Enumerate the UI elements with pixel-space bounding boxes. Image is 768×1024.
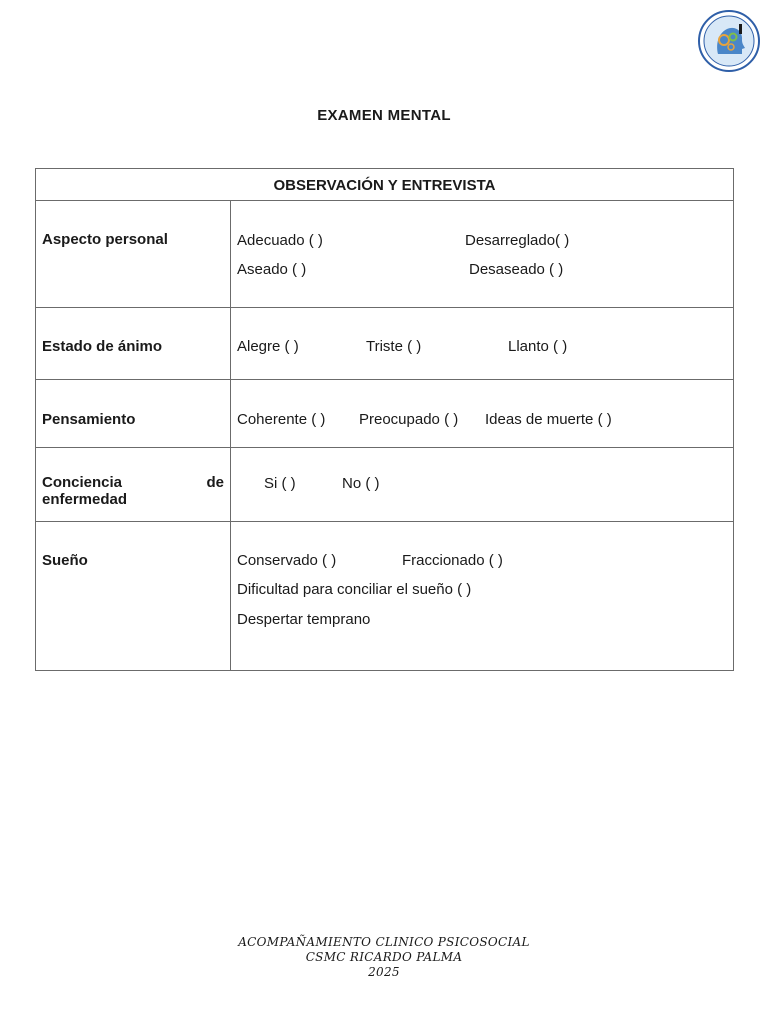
- page-title: EXAMEN MENTAL: [317, 107, 451, 124]
- option-ideas-de-muerte[interactable]: Ideas de muerte ( ): [485, 411, 612, 428]
- table-row: [36, 380, 734, 448]
- option-llanto[interactable]: Llanto ( ): [508, 338, 568, 355]
- row-label-enfermedad: enfermedad: [42, 491, 128, 508]
- mental-exam-table: [35, 168, 734, 671]
- row-label-estado-animo: Estado de ánimo: [42, 338, 163, 355]
- row-label-aspecto-personal: Aspecto personal: [42, 231, 168, 248]
- option-adecuado[interactable]: Adecuado ( ): [237, 232, 323, 249]
- option-desarreglado[interactable]: Desarreglado( ): [465, 232, 570, 249]
- footer-center: CSMC RICARDO PALMA: [305, 950, 463, 964]
- table-row: [36, 201, 734, 308]
- row-label-conciencia-word: Conciencia: [42, 474, 123, 491]
- option-aseado[interactable]: Aseado ( ): [237, 261, 307, 278]
- row-label-de-word: de: [206, 474, 224, 491]
- option-preocupado[interactable]: Preocupado ( ): [359, 411, 459, 428]
- option-si[interactable]: Si ( ): [264, 475, 296, 492]
- table-row: [36, 448, 734, 522]
- option-coherente[interactable]: Coherente ( ): [237, 411, 326, 428]
- row-label-pensamiento: Pensamiento: [42, 411, 136, 428]
- option-fraccionado[interactable]: Fraccionado ( ): [402, 552, 503, 569]
- option-desaseado[interactable]: Desaseado ( ): [469, 261, 564, 278]
- option-triste[interactable]: Triste ( ): [366, 338, 422, 355]
- option-alegre[interactable]: Alegre ( ): [237, 338, 299, 355]
- row-label-sueno: Sueño: [42, 552, 88, 569]
- option-conservado[interactable]: Conservado ( ): [237, 552, 337, 569]
- option-despertar-temprano[interactable]: Despertar temprano: [237, 611, 371, 628]
- row-label-conciencia: [42, 448, 224, 491]
- option-dificultad-conciliar[interactable]: Dificultad para conciliar el sueño ( ): [237, 581, 472, 598]
- footer-year: 2025: [368, 965, 400, 979]
- table-header: OBSERVACIÓN Y ENTREVISTA: [36, 169, 734, 201]
- institution-seal-icon: [698, 10, 760, 72]
- table-row: [36, 522, 734, 671]
- option-no[interactable]: No ( ): [342, 475, 380, 492]
- footer-program: ACOMPAÑAMIENTO CLINICO PSICOSOCIAL: [238, 935, 530, 949]
- table-header-row: [36, 169, 734, 201]
- page-footer: [0, 935, 768, 980]
- table-row: [36, 308, 734, 380]
